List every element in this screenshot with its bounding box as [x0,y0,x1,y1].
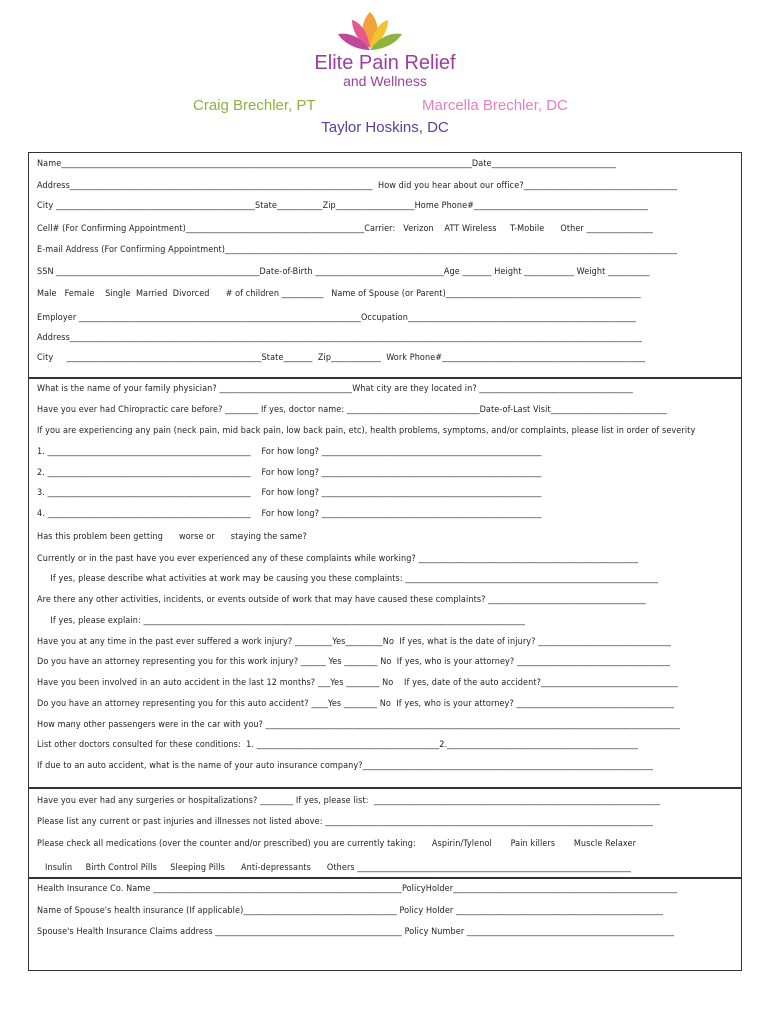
city-state-zip-line[interactable]: City ________________________________________________State___________Zip___________________Home Phone#__________________________________________ [37,201,649,211]
auto-accident-line[interactable]: Have you been involved in an auto accident in the last 12 months? ___Yes ________ No If yes, date of the auto accident?_________________________________ [37,678,678,688]
complaint-1-line[interactable]: 1. _________________________________________________ For how long? _____________________________________________________ [37,447,542,457]
chiro-care-line[interactable]: Have you ever had Chiropractic care before? ________ If yes, doctor name: ________________________________Date-of-Last Visit____________________________ [37,405,667,415]
health-insurance-line[interactable]: Health Insurance Co. Name ____________________________________________________________PolicyHolder______________________________________________________ [37,884,678,894]
severity-instructions: If you are experiencing any pain (neck pain, mid back pain, low back pain, etc), health problems, symptoms, and/or complaints, please list in order of severity [37,426,696,436]
employer-line[interactable]: Employer ____________________________________________________________________Occupation_______________________________________________________ [37,313,637,323]
spouse-claims-line[interactable]: Spouse's Health Insurance Claims address _____________________________________________ Policy Number __________________________________________________ [37,927,675,937]
complaint-3-line[interactable]: 3. _________________________________________________ For how long? _____________________________________________________ [37,488,542,498]
complaint-4-line[interactable]: 4. _________________________________________________ For how long? _____________________________________________________ [37,509,542,519]
brand-subtitle: and Wellness [343,73,427,89]
brand-name: Elite Pain Relief [314,52,456,74]
auto-insurance-line[interactable]: If due to an auto accident, what is the name of your auto insurance company?______________________________________________________________________ [37,761,653,771]
problem-trend-line[interactable]: Has this problem been getting worse or staying the same? [37,532,307,542]
spouse-insurance-line[interactable]: Name of Spouse's health insurance (If applicable)_____________________________________ Policy Holder __________________________________________________ [37,906,664,916]
doctor-right: Marcella Brechler, DC [422,97,568,114]
medications-list-line[interactable]: Insulin Birth Control Pills Sleeping Pills Anti-depressants Others __________________________________________________________________ [37,863,632,873]
work-activities-line[interactable]: If yes, please describe what activities at work may be causing you these complaints: _____________________________________________________________ [37,574,659,584]
cell-carrier-line[interactable]: Cell# (For Confirming Appointment)___________________________________________Carrier: Verizon ATT Wireless T-Mobile Other ________________ [37,224,653,234]
other-doctors-line[interactable]: List other doctors consulted for these conditions: 1. ____________________________________________2.______________________________________________ [37,740,638,750]
ssn-dob-line[interactable]: SSN _________________________________________________Date-of-Birth _______________________________Age _______ Height ____________ Weight __________ [37,267,650,277]
physician-line[interactable]: What is the name of your family physician? ________________________________What city are they located in? _____________________________________ [37,384,633,394]
other-activities-line[interactable]: Are there any other activities, incidents, or events outside of work that may have caused these complaints? ______________________________________ [37,595,646,605]
surgeries-line[interactable]: Have you ever had any surgeries or hospitalizations? ________ If yes, please list: _____________________________________________________________________ [37,796,661,806]
marital-status-line[interactable]: Male Female Single Married Divorced # of children __________ Name of Spouse (or Parent)_______________________________________________ [37,289,641,299]
doctor-center: Taylor Hoskins, DC [321,119,449,136]
medications-line[interactable]: Please check all medications (over the counter and/or prescribed) you are currently taking: Aspirin/Tylenol Pain killers Muscle Relaxer [37,839,637,849]
address-referral-line[interactable]: Address_________________________________________________________________________ How did you hear about our office?_____________________________________ [37,181,678,191]
lotus-logo-icon [330,8,410,54]
work-city-line[interactable]: City _______________________________________________State_______ Zip____________ Work Phone#_________________________________________________ [37,353,646,363]
explain-line[interactable]: If yes, please explain: ____________________________________________________________________________________________ [37,616,526,626]
work-injury-line[interactable]: Have you at any time in the past ever suffered a work injury? _________Yes_________No If yes, what is the date of injury? ________________________________ [37,637,671,647]
injuries-illnesses-line[interactable]: Please list any current or past injuries and illnesses not listed above: _______________________________________________________________________________ [37,817,653,827]
auto-attorney-line[interactable]: Do you have an attorney representing you for this auto accident? ____Yes ________ No If yes, who is your attorney? ______________________________________ [37,699,675,709]
name-date-line[interactable]: Name___________________________________________________________________________________________________Date______________________________ [37,159,617,169]
doctor-left: Craig Brechler, PT [193,97,316,114]
complaint-2-line[interactable]: 2. _________________________________________________ For how long? _____________________________________________________ [37,468,542,478]
passengers-line[interactable]: How many other passengers were in the car with you? ____________________________________________________________________________________________________ [37,720,681,730]
email-line[interactable]: E-mail Address (For Confirming Appointment)_____________________________________________________________________________________________________________ [37,245,678,255]
work-complaints-line[interactable]: Currently or in the past have you ever experienced any of these complaints while working? _____________________________________________________ [37,554,639,564]
work-attorney-line[interactable]: Do you have an attorney representing you for this work injury? ______ Yes ________ No If yes, who is your attorney? _____________________________________ [37,657,671,667]
work-address-line[interactable]: Address__________________________________________________________________________________________________________________________________________ [37,333,643,343]
